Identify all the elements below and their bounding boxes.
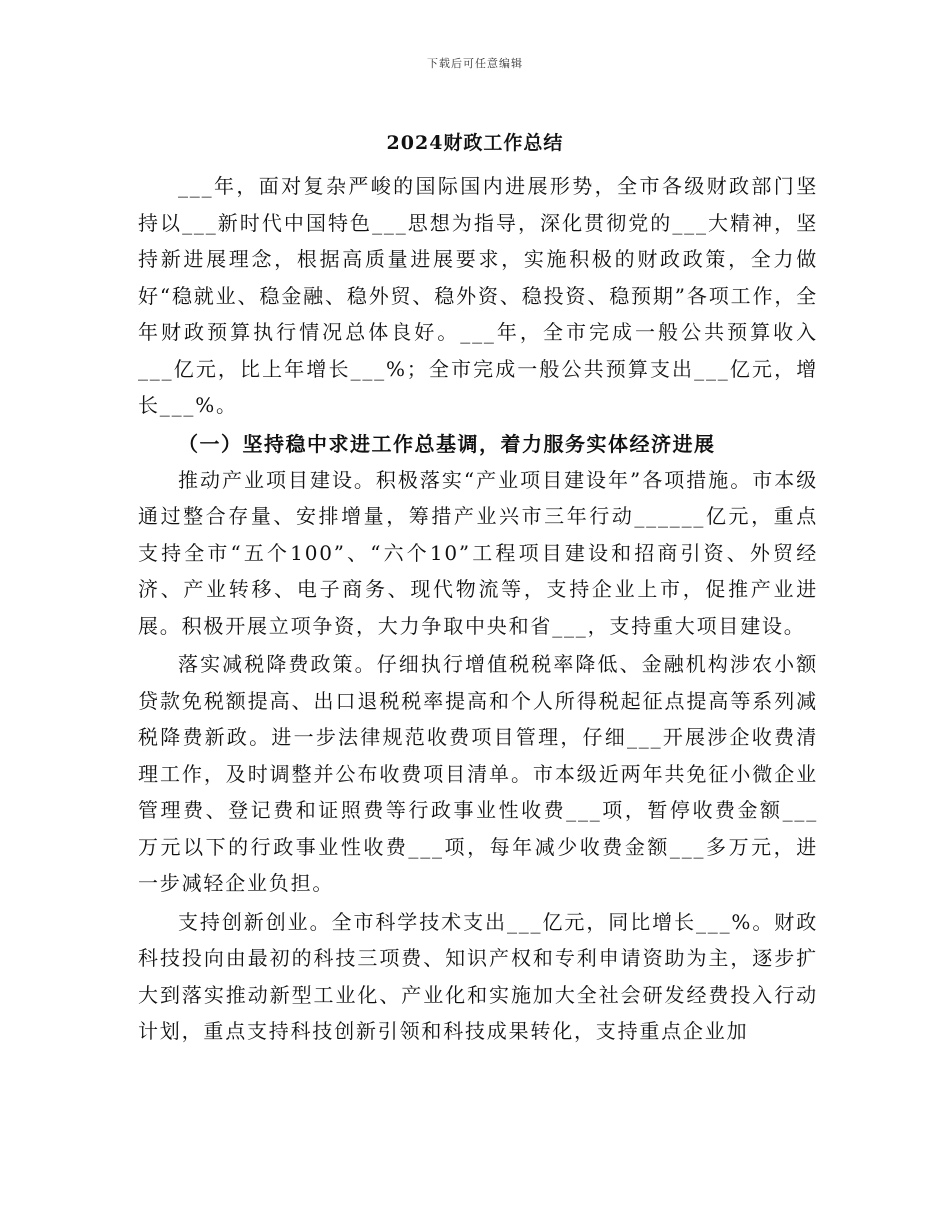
intro-paragraph: ___年，面对复杂严峻的国际国内进展形势，全市各级财政部门坚持以___新时代中国特色___思想为指导，深化贯彻党的___大精神，坚持新进展理念，根据高质量进展要求，实施积极的财政政策，全力做好“稳就业、稳金融、稳外贸、稳外资、稳投资、稳预期”各项工作，全年财政预算执行情况总体良好。___年，全市完成一般公共预算收入___亿元，比上年增长___%；全市完成一般公共预算支出___亿元，增长___%。 xyxy=(138,174,818,417)
document-body xyxy=(138,168,818,1050)
document-title: 2024财政工作总结 xyxy=(386,132,564,154)
paragraph-industry-projects: 推动产业项目建设。积极落实“产业项目建设年”各项措施。市本级通过整合存量、安排增量，筹措产业兴市三年行动______亿元，重点支持全市“五个100”、“六个10”工程项目建设和招商引资、外贸经济、产业转移、电子商务、现代物流等，支持企业上市，促推产业进展。积极开展立项争资，大力争取中央和省___，支持重大项目建设。 xyxy=(138,467,818,638)
paragraph-innovation: 支持创新创业。全市科学技术支出___亿元，同比增长___%。财政科技投向由最初的科技三项费、知识产权和专利申请资助为主，逐步扩大到落实推动新型工业化、产业化和实施加大全社会研发经费投入行动计划，重点支持科技创新引领和科技成果转化，支持重点企业加 xyxy=(138,909,818,1043)
page-header-note: 下载后可任意编辑 xyxy=(427,57,523,70)
section-heading: （一）坚持稳中求进工作总基调，着力服务实体经济进展 xyxy=(178,431,716,456)
paragraph-tax-reduction: 落实减税降费政策。仔细执行增值税税率降低、金融机构涉农小额贷款免税额提高、出口退税税率提高和个人所得税起征点提高等系列减税降费新政。进一步法律规范收费项目管理，仔细___开展涉企收费清理工作，及时调整并公布收费项目清单。市本级近两年共免征小微企业管理费、登记费和证照费等行政事业性收费___项，暂停收费金额___万元以下的行政事业性收费___项，每年减少收费金额___多万元，进一步减轻企业负担。 xyxy=(138,652,818,895)
